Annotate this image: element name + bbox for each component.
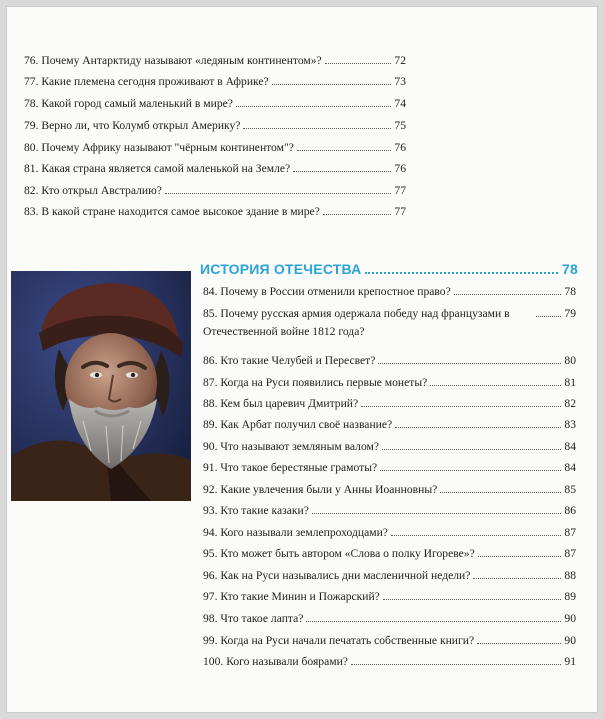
portrait-illustration	[11, 271, 191, 501]
leader-dots	[243, 128, 391, 129]
toc-entry-question: 98. Что такое лапта?	[203, 612, 304, 625]
toc-entry-page: 91	[564, 655, 576, 668]
toc-entry[interactable]	[203, 285, 576, 299]
toc-entry-page: 87	[564, 547, 576, 560]
toc-entry-question: 78. Какой город самый маленький в мире?	[24, 97, 233, 110]
leader-dots	[351, 664, 561, 665]
toc-entry[interactable]	[203, 305, 576, 341]
leader-dots	[440, 492, 561, 493]
toc-entry[interactable]	[24, 75, 406, 89]
toc-entry-question: 93. Кто такие казаки?	[203, 504, 309, 517]
toc-entry-page: 74	[394, 97, 406, 110]
toc-entry-page: 85	[564, 483, 576, 496]
leader-dots	[325, 63, 391, 64]
toc-entry-question: 90. Что называют земляным валом?	[203, 440, 380, 453]
toc-entry-page: 76	[394, 162, 406, 175]
toc-entry-page: 84	[564, 440, 576, 453]
toc-entry-question: 94. Кого называли землепроходцами?	[203, 526, 388, 539]
toc-entry-question: 80. Почему Африку называют "чёрным континентом"?	[24, 141, 294, 154]
toc-entry[interactable]	[24, 184, 406, 198]
toc-entry[interactable]	[203, 461, 576, 475]
leader-dots	[382, 449, 561, 450]
leader-dots	[312, 513, 561, 514]
portrait-image	[11, 271, 191, 501]
toc-entry-question: 92. Какие увлечения были у Анны Иоанновны?	[203, 483, 438, 496]
toc-entry-page: 90	[564, 612, 576, 625]
toc-entry[interactable]	[203, 569, 576, 583]
toc-entry-page: 89	[564, 590, 576, 603]
toc-entry-question: 97. Кто такие Минин и Пожарский?	[203, 590, 380, 603]
toc-entry[interactable]	[24, 162, 406, 176]
toc-entry[interactable]	[203, 504, 576, 518]
toc-entry[interactable]	[203, 655, 576, 669]
section-page: 78	[562, 261, 578, 277]
toc-entry-question: 79. Верно ли, что Колумб открыл Америку?	[24, 119, 241, 132]
toc-entry-page: 72	[394, 54, 406, 67]
section-heading-history[interactable]	[200, 261, 578, 277]
leader-dots	[395, 427, 561, 428]
leader-dots	[297, 150, 391, 151]
toc-entry-question: 84. Почему в России отменили крепостное право?	[203, 285, 451, 298]
toc-entry-question: 83. В какой стране находится самое высокое здание в мире?	[24, 205, 320, 218]
leader-dots	[383, 599, 561, 600]
leader-dots	[536, 316, 561, 317]
toc-entry-question: 100. Кого называли боярами?	[203, 655, 348, 668]
toc-entry-question: 85. Почему русская армия одержала победу над французами в Отечественной войне 1812 года?	[203, 307, 510, 338]
toc-entry-question: 95. Кто может быть автором «Слова о полку Игореве»?	[203, 547, 475, 560]
leader-dots	[477, 643, 561, 644]
toc-entry-question: 82. Кто открыл Австралию?	[24, 184, 162, 197]
toc-entry-question: 96. Как на Руси назывались дни масленичной недели?	[203, 569, 471, 582]
leader-dots	[293, 171, 391, 172]
toc-entry-question: 99. Когда на Руси начали печатать собственные книги?	[203, 634, 475, 647]
toc-entry[interactable]	[24, 205, 406, 219]
leader-dots	[454, 294, 561, 295]
toc-entry-question: 86. Кто такие Челубей и Пересвет?	[203, 354, 376, 367]
toc-entry[interactable]	[203, 634, 576, 648]
book-page	[6, 6, 598, 713]
leader-dots	[478, 556, 561, 557]
section-title: ИСТОРИЯ ОТЕЧЕСТВА	[200, 261, 362, 277]
toc-entry[interactable]	[24, 119, 406, 133]
toc-entry[interactable]	[203, 418, 576, 432]
toc-entry[interactable]	[203, 397, 576, 411]
toc-entry-page: 77	[394, 184, 406, 197]
toc-entry[interactable]	[203, 483, 576, 497]
leader-dots	[430, 385, 561, 386]
toc-entry-page: 84	[564, 461, 576, 474]
toc-entry-page: 88	[564, 569, 576, 582]
toc-entry-question: 77. Какие племена сегодня проживают в Африке?	[24, 75, 269, 88]
toc-entry[interactable]	[203, 440, 576, 454]
toc-entry-question: 81. Какая страна является самой маленькой на Земле?	[24, 162, 291, 175]
leader-dots	[306, 621, 561, 622]
toc-entry-page: 79	[564, 307, 576, 320]
toc-entry-page: 82	[564, 397, 576, 410]
leader-dots	[473, 578, 561, 579]
toc-entry-page: 90	[564, 634, 576, 647]
toc-entry-page: 75	[394, 119, 406, 132]
toc-entry[interactable]	[24, 141, 406, 155]
toc-entry-question: 91. Что такое берестяные грамоты?	[203, 461, 378, 474]
leader-dots	[378, 363, 561, 364]
toc-entry[interactable]	[203, 354, 576, 368]
toc-entry-question: 87. Когда на Руси появились первые монеты?	[203, 376, 428, 389]
toc-entry[interactable]	[203, 590, 576, 604]
toc-entry-question: 89. Как Арбат получил своё название?	[203, 418, 393, 431]
toc-entry[interactable]	[203, 526, 576, 540]
heading-leader-dots	[365, 272, 558, 274]
leader-dots	[380, 470, 561, 471]
leader-dots	[272, 84, 391, 85]
leader-dots	[361, 406, 561, 407]
toc-entry-page: 80	[564, 354, 576, 367]
toc-entry-page: 76	[394, 141, 406, 154]
leader-dots	[391, 535, 561, 536]
toc-entry[interactable]	[203, 547, 576, 561]
toc-entry[interactable]	[24, 54, 406, 68]
toc-entry-page: 81	[564, 376, 576, 389]
toc-entry-page: 83	[564, 418, 576, 431]
leader-dots	[323, 214, 391, 215]
toc-entry[interactable]	[24, 97, 406, 111]
toc-entry-page: 77	[394, 205, 406, 218]
toc-entry[interactable]	[203, 612, 576, 626]
toc-entry[interactable]	[203, 376, 576, 390]
leader-dots	[165, 193, 391, 194]
toc-entry-page: 78	[564, 285, 576, 298]
toc-entry-page: 87	[564, 526, 576, 539]
leader-dots	[236, 106, 391, 107]
toc-entry-page: 86	[564, 504, 576, 517]
toc-entry-question: 88. Кем был царевич Дмитрий?	[203, 397, 359, 410]
toc-entry-page: 73	[394, 75, 406, 88]
toc-entry-question: 76. Почему Антарктиду называют «ледяным континентом»?	[24, 54, 322, 67]
